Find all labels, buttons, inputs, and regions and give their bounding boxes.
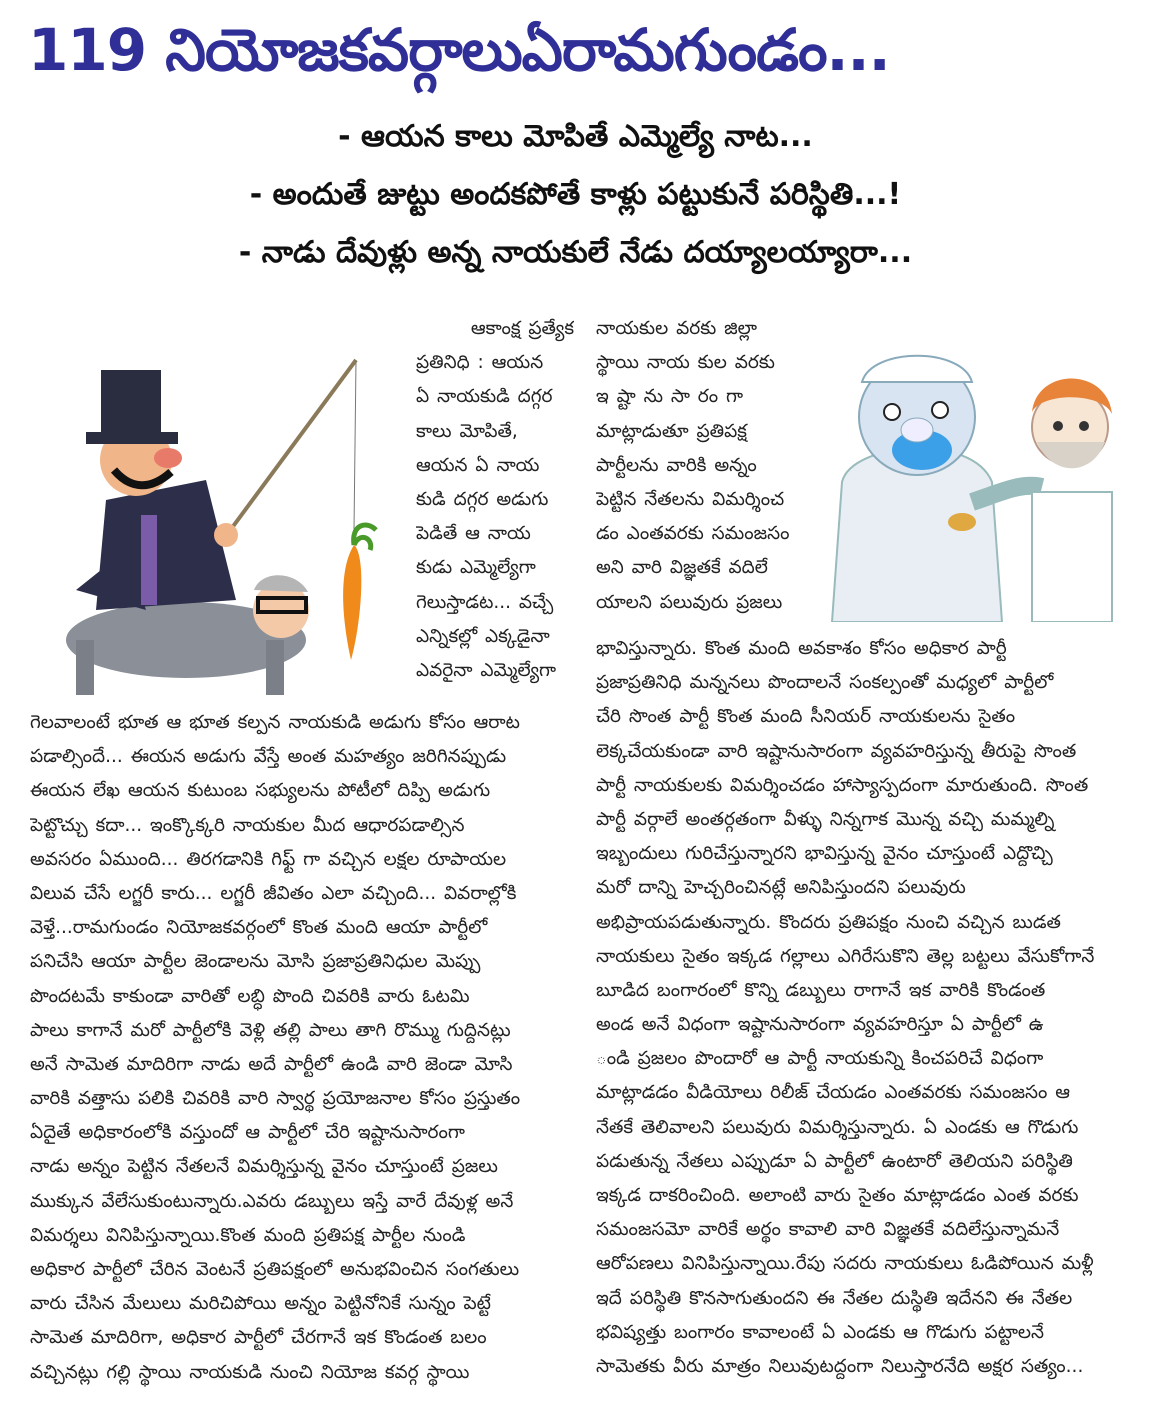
body-line: వారు చేసిన మేలులు మరిచిపోయి అన్నం పెట్టినోనికే సున్నం పెట్టే (30, 1293, 491, 1315)
body-line: భవిష్యత్తు బంగారం కావాలంటే ఏ ఎండకు ఆ గొడుగు పట్టాలనే (596, 1321, 1045, 1343)
subhead: - నాడు దేవుళ్లు అన్న నాయకులే నేడు దయ్యాలయ్యారా... (238, 235, 913, 270)
body-line: పాలు కాగానే మరో పార్టీలోకి వెళ్లి తల్లి పాలు తాగి రొమ్ము గుద్దినట్లు (30, 1019, 511, 1041)
lede-line: గెలుస్తాడట... వచ్చే (416, 591, 554, 613)
body-line: మరో దాన్ని హెచ్చరించినట్లే అనిపిస్తుందని పలువురు (596, 877, 966, 899)
body-line: వచ్చినట్లు గల్లి స్థాయి నాయకుడి నుంచి నియోజ కవర్గ స్థాయి (30, 1361, 470, 1383)
body-line: ఇదే పరిస్థితి కొనసాగుతుందని ఈ నేతల దుస్థితి ఇదేనని ఈ నేతల (596, 1287, 1073, 1309)
body-line: విమర్శలు వినిపిస్తున్నాయి.కొంత మంది ప్రతిపక్ష పార్టీల నుండి (30, 1224, 466, 1246)
body-line: నాడు అన్నం పెట్టిన నేతలనే విమర్శిస్తున్న వైనం చూస్తుంటే ప్రజలు (30, 1156, 498, 1178)
article-column-1 (30, 706, 574, 1390)
body-line: సామెత మాదిరిగా, అధికార పార్టీలో చేరగానే ఇక కొండంత బలం (30, 1327, 487, 1349)
article-column-2-top (596, 312, 818, 620)
body-line: పడుతున్న నేతలు ఎప్పుడూ ఏ పార్టీలో ఉంటారో తెలియని పరిస్థితి (596, 1150, 1073, 1172)
body-line: బూడిద బంగారంలో కొన్ని డబ్బులు రాగానే ఇక వారికి కొండంత (596, 979, 1046, 1001)
lede-column (416, 312, 574, 688)
body-line: పెట్టిన నేతలను విమర్శించ (596, 488, 785, 510)
body-line: మాట్లాడడం వీడియోలు రిలీజ్ చేయడం ఎంతవరకు సమంజసం ఆ (596, 1082, 1070, 1104)
body-line: ండి ప్రజలం పొందారో ఆ పార్టీ నాయకున్ని కించపరిచే విధంగా (596, 1048, 1044, 1070)
lede-line: ఆయన ఏ నాయ (416, 454, 540, 476)
body-line: అధికార పార్టీలో చేరిన వెంటనే ప్రతిపక్షంలో అనుభవించిన సంగతులు (30, 1259, 520, 1280)
body-line: అవసరం ఏముంది... తిరగడానికి గిఫ్ట్ గా వచ్చిన లక్షల రూపాయల (30, 848, 507, 870)
body-line: ఇ ష్టా ను సా రం గా (596, 386, 744, 408)
body-line: పొందటమే కాకుండా వారితో లబ్ధి పొంది చివరికి వారు ఓటమి (30, 985, 470, 1007)
lede-line: ఆకాంక్ష ప్రత్యేక (470, 318, 574, 339)
body-line: నాయకులు సైతం ఇక్కడ గల్లాలు ఎగిరేసుకొని తెల్ల బట్టలు వేసుకోగానే (596, 945, 1095, 967)
body-line: అని వారి విజ్ఞతకే వదిలే (596, 557, 768, 579)
body-line: ఆరోపణలు వినిపిస్తున్నాయి.రేపు సదరు నాయకులు ఓడిపోయిన మళ్లీ (596, 1253, 1094, 1275)
subhead: - అందుతే జుట్టు అందకపోతే కాళ్లు పట్టుకునే పరిస్థితి...! (249, 177, 902, 212)
body-line: సమంజసమో వారికే అర్థం కావాలి వారి విజ్ఞతకే వదిలేస్తున్నామనే (596, 1219, 1060, 1241)
lede-line: కుడు ఎమ్మెల్యేగా (416, 557, 536, 579)
body-line: సామెతకు వీరు మాత్రం నిలువుటద్దంగా నిలుస్తారనేది అక్షర సత్యం... (596, 1355, 1084, 1377)
cartoon-politician-coin-illustration (822, 322, 1136, 622)
body-line: వెళ్తే...రామగుండం నియోజకవర్గంలో కొంత మంది ఆయా పార్టీలో (30, 917, 488, 939)
body-line: భావిస్తున్నారు. కొంత మంది అవకాశం కోసం అధికార పార్టీ (596, 638, 1007, 659)
headline: 119 నియోజకవర్గాలుఏరామగుండం... (28, 16, 890, 84)
body-line: ముక్కున వేలేసుకుంటున్నారు.ఎవరు డబ్బులు ఇస్తే వారే దేవుళ్ల అనే (30, 1190, 514, 1212)
body-line: ఏదైతే అధికారంలోకి వస్తుందో ఆ పార్టీలో చేరి ఇష్టానుసారంగా (30, 1122, 465, 1144)
body-line: పార్టీలను వారికి అన్నం (596, 454, 757, 476)
body-line: విలువ చేసే లగ్జరీ కారు... లగ్జరీ జీవితం ఎలా వచ్చింది... వివరాల్లోకి (30, 882, 517, 904)
body-line: స్థాయి నాయ కుల వరకు (596, 352, 775, 374)
subheads (0, 108, 1151, 282)
lede-line: ప్రతినిధి : ఆయన (416, 352, 544, 374)
body-line: అభిప్రాయపడుతున్నారు. కొందరు ప్రతిపక్షం నుంచి వచ్చిన బుడత (596, 911, 1061, 933)
body-line: పార్టీ వర్గాలే అంతర్గతంగా వీళ్ళు నిన్నగాక మొన్న వచ్చి మమ్మల్ని (596, 808, 1055, 830)
body-line: ప్రజాప్రతినిధి మన్ననలు పొందాలనే సంకల్పంతో మధ్యలో పార్టీలో (596, 672, 1054, 694)
body-line: యాలని పలువురు ప్రజలు (596, 591, 783, 613)
body-line: ఇక్కడ దాకరించింది. అలాంటి వారు సైతం మాట్లాడడం ఎంత వరకు (596, 1185, 1079, 1206)
lede-line: కాలు మోపితే, (416, 420, 518, 442)
body-line: డం ఎంతవరకు సమంజసం (596, 523, 790, 545)
body-line: పనిచేసి ఆయా పార్టీల జెండాలను మోసి ప్రజాప్రతినిధుల మెప్పు (30, 951, 481, 973)
lede-line: ఏ నాయకుడి దగ్గర (416, 386, 553, 408)
lede-line: ఎవరైనా ఎమ్మెల్యేగా (416, 659, 557, 681)
body-line: నాయకుల వరకు జిల్లా (596, 318, 758, 339)
body-line: ఈయన లేఖ ఆయన కుటుంబ సభ్యులను పోటీలో దిప్పి అడుగు (30, 780, 491, 802)
lede-line: పెడితే ఆ నాయ (416, 523, 531, 545)
body-line: వారికి వత్తాసు పలికి చివరికి వారి స్వార్థ ప్రయోజనాల కోసం ప్రస్తుతం (30, 1088, 521, 1110)
body-line: మాట్లాడుతూ ప్రతిపక్ష (596, 420, 747, 442)
article-column-2 (596, 632, 1136, 1384)
body-line: లెక్కచేయకుండా వారి ఇష్టానుసారంగా వ్యవహరిస్తున్న తీరుపై సొంత (596, 740, 1077, 762)
body-line: పార్టీ నాయకులకు విమర్శించడం హాస్యాస్పదంగా మారుతుంది. సొంత (596, 774, 1089, 796)
body-line: గెలవాలంటే భూత ఆ భూత కల్పన నాయకుడి అడుగు కోసం ఆరాట (30, 712, 520, 733)
body-line: పెట్టొచ్చు కదా... ఇంక్కొక్కరి నాయకుల మీద ఆధారపడాల్సిన (30, 814, 465, 836)
body-line: అనే సామెత మాదిరిగా నాడు అదే పార్టీలో ఉండి వారి జెండా మోసి (30, 1053, 513, 1075)
subhead: - ఆయన కాలు మోపితే ఎమ్మెల్యే నాట... (338, 119, 813, 154)
cartoon-carrot-rider-illustration (36, 340, 406, 700)
body-line: అండ అనే విధంగా ఇష్టానుసారంగా వ్యవహరిస్తూ ఏ పార్టీలో ఉ (596, 1014, 1044, 1036)
body-line: చేరి సొంత పార్టీ కొంత మంది సీనియర్ నాయకులను సైతం (596, 706, 1016, 728)
lede-line: ఎన్నికల్లో ఎక్కడైనా (416, 625, 550, 647)
body-line: ఇబ్బందులు గురిచేస్తున్నారని భావిస్తున్న వైనం చూస్తుంటే ఎద్దొచ్చి (596, 843, 1053, 865)
body-line: పడాల్సిందే... ఈయన అడుగు వేస్తే అంత మహత్యం జరిగినప్పుడు (30, 746, 507, 768)
lede-line: కుడి దగ్గర అడుగు (416, 488, 549, 510)
body-line: నేతకే తెలివాలని పలువురు విమర్శిస్తున్నారు. ఏ ఎండకు ఆ గొడుగు (596, 1116, 1079, 1138)
